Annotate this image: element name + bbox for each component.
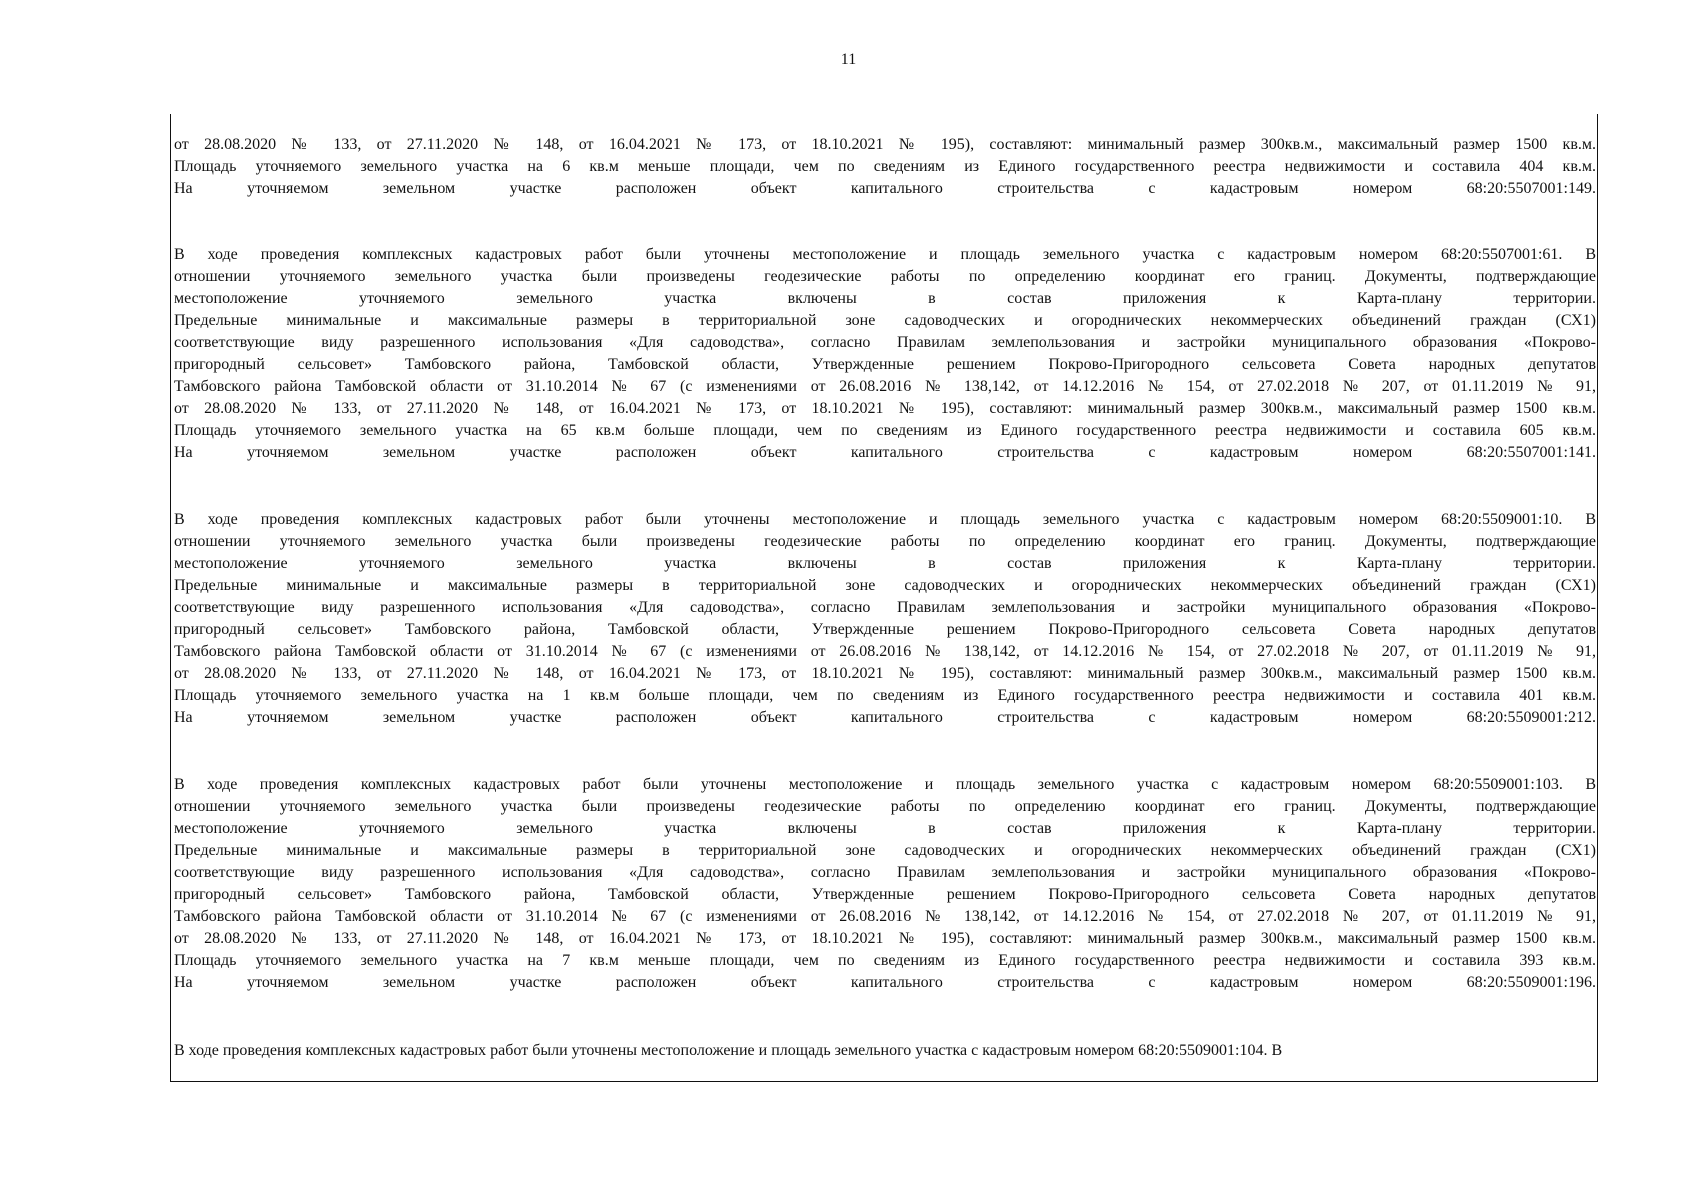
text-line: от 28.08.2020 № 133, от 27.11.2020 № 148, от 16.04.2021 № 173, от 18.10.2021 № 195), составляют: минимальный размер 300кв.м., максимальный размер 1500 кв.м. xyxy=(174,400,1596,417)
text-line: Площадь уточняемого земельного участка на 65 кв.м больше площади, чем по сведениям из Единого государственного реестра недвижимости и составила 605 кв.м. xyxy=(174,422,1596,439)
text-line: Тамбовского района Тамбовской области от 31.10.2014 № 67 (с изменениями от 26.08.2016 № 138,142, от 14.12.2016 № 154, от 27.02.2018 № 207, от 01.11.2019 № 91, xyxy=(174,378,1596,395)
text-line: Предельные минимальные и максимальные размеры в территориальной зоне садоводческих и огороднических некоммерческих объединений граждан (СХ1) xyxy=(174,842,1596,859)
text-line: пригородный сельсовет» Тамбовского района, Тамбовской области, Утвержденные решением Покрово-Пригородного сельсовета Совета народных депутатов xyxy=(174,621,1596,638)
text-line: пригородный сельсовет» Тамбовского района, Тамбовской области, Утвержденные решением Покрово-Пригородного сельсовета Совета народных депутатов xyxy=(174,356,1596,373)
text-line: Тамбовского района Тамбовской области от 31.10.2014 № 67 (с изменениями от 26.08.2016 № 138,142, от 14.12.2016 № 154, от 27.02.2018 № 207, от 01.11.2019 № 91, xyxy=(174,643,1596,660)
text-line: соответствующие виду разрешенного использования «Для садоводства», согласно Правилам землепользования и застройки муниципального образования «Покрово- xyxy=(174,599,1596,616)
cadastral-paragraph-2 xyxy=(174,244,1596,464)
text-line: В ходе проведения комплексных кадастровых работ были уточнены местоположение и площадь земельного участка с кадастровым номером 68:20:5509001:104. В xyxy=(174,1042,1283,1059)
text-line: Предельные минимальные и максимальные размеры в территориальной зоне садоводческих и огороднических некоммерческих объединений граждан (СХ1) xyxy=(174,577,1596,594)
text-line: местоположение уточняемого земельного участка включены в состав приложения к Карта-плану территории. xyxy=(174,555,1596,572)
text-line: Тамбовского района Тамбовской области от 31.10.2014 № 67 (с изменениями от 26.08.2016 № 138,142, от 14.12.2016 № 154, от 27.02.2018 № 207, от 01.11.2019 № 91, xyxy=(174,908,1596,925)
cadastral-paragraph-5 xyxy=(174,1040,1596,1062)
text-line: от 28.08.2020 № 133, от 27.11.2020 № 148, от 16.04.2021 № 173, от 18.10.2021 № 195), составляют: минимальный размер 300кв.м., максимальный размер 1500 кв.м. xyxy=(174,136,1596,153)
text-line: Площадь уточняемого земельного участка на 6 кв.м меньше площади, чем по сведениям из Единого государственного реестра недвижимости и составила 404 кв.м. xyxy=(174,158,1596,175)
text-line: местоположение уточняемого земельного участка включены в состав приложения к Карта-плану территории. xyxy=(174,820,1596,837)
text-line: На уточняемом земельном участке расположен объект капитального строительства с кадастровым номером 68:20:5509001:196. xyxy=(174,974,1596,991)
text-line: отношении уточняемого земельного участка были произведены геодезические работы по определению координат его границ. Документы, подтверждающие xyxy=(174,798,1596,815)
text-line: отношении уточняемого земельного участка были произведены геодезические работы по определению координат его границ. Документы, подтверждающие xyxy=(174,268,1596,285)
text-line: от 28.08.2020 № 133, от 27.11.2020 № 148, от 16.04.2021 № 173, от 18.10.2021 № 195), составляют: минимальный размер 300кв.м., максимальный размер 1500 кв.м. xyxy=(174,665,1596,682)
text-line: соответствующие виду разрешенного использования «Для садоводства», согласно Правилам землепользования и застройки муниципального образования «Покрово- xyxy=(174,334,1596,351)
page-number: 11 xyxy=(840,51,857,68)
text-line: В ходе проведения комплексных кадастровых работ были уточнены местоположение и площадь земельного участка с кадастровым номером 68:20:5509001:103. В xyxy=(174,776,1596,793)
cadastral-paragraph-3 xyxy=(174,509,1596,729)
text-line: от 28.08.2020 № 133, от 27.11.2020 № 148, от 16.04.2021 № 173, от 18.10.2021 № 195), составляют: минимальный размер 300кв.м., максимальный размер 1500 кв.м. xyxy=(174,930,1596,947)
text-line: На уточняемом земельном участке расположен объект капитального строительства с кадастровым номером 68:20:5507001:149. xyxy=(174,180,1596,197)
text-line: пригородный сельсовет» Тамбовского района, Тамбовской области, Утвержденные решением Покрово-Пригородного сельсовета Совета народных депутатов xyxy=(174,886,1596,903)
text-line: Площадь уточняемого земельного участка на 7 кв.м меньше площади, чем по сведениям из Единого государственного реестра недвижимости и составила 393 кв.м. xyxy=(174,952,1596,969)
text-line: Предельные минимальные и максимальные размеры в территориальной зоне садоводческих и огороднических некоммерческих объединений граждан (СХ1) xyxy=(174,312,1596,329)
document-frame xyxy=(170,114,1598,1082)
text-line: отношении уточняемого земельного участка были произведены геодезические работы по определению координат его границ. Документы, подтверждающие xyxy=(174,533,1596,550)
text-line: Площадь уточняемого земельного участка на 1 кв.м больше площади, чем по сведениям из Единого государственного реестра недвижимости и составила 401 кв.м. xyxy=(174,687,1596,704)
text-line: местоположение уточняемого земельного участка включены в состав приложения к Карта-плану территории. xyxy=(174,290,1596,307)
text-line: На уточняемом земельном участке расположен объект капитального строительства с кадастровым номером 68:20:5507001:141. xyxy=(174,444,1596,461)
cadastral-paragraph-1 xyxy=(174,134,1596,200)
text-line: В ходе проведения комплексных кадастровых работ были уточнены местоположение и площадь земельного участка с кадастровым номером 68:20:5507001:61. В xyxy=(174,246,1596,263)
cadastral-paragraph-4 xyxy=(174,774,1596,994)
text-line: соответствующие виду разрешенного использования «Для садоводства», согласно Правилам землепользования и застройки муниципального образования «Покрово- xyxy=(174,864,1596,881)
text-line: В ходе проведения комплексных кадастровых работ были уточнены местоположение и площадь земельного участка с кадастровым номером 68:20:5509001:10. В xyxy=(174,511,1596,528)
text-line: На уточняемом земельном участке расположен объект капитального строительства с кадастровым номером 68:20:5509001:212. xyxy=(174,709,1596,726)
